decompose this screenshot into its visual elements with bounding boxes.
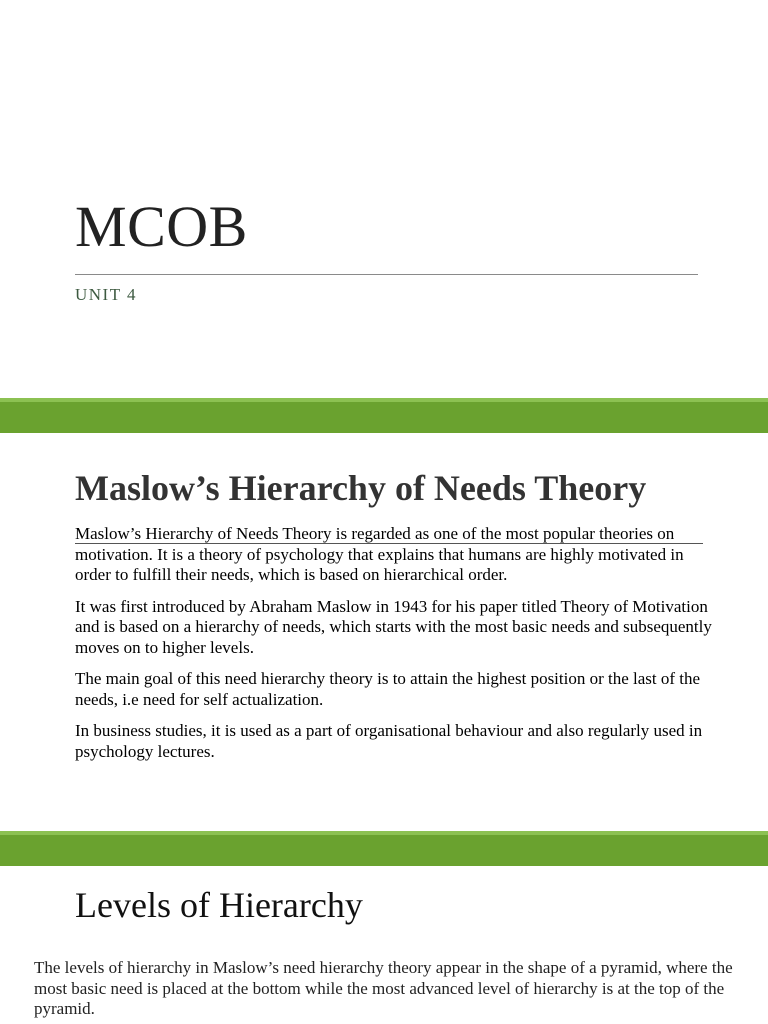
title-divider: [75, 274, 698, 275]
slide-separator-1: [0, 398, 768, 433]
slide-body: [34, 958, 734, 1020]
presentation-subtitle: UNIT 4: [75, 285, 138, 304]
slide-body: [75, 524, 715, 773]
body-paragraph: In business studies, it is used as a part of organisational behaviour and also regularly used in psychology lectures.: [75, 721, 703, 761]
body-paragraph: It was first introduced by Abraham Maslow in 1943 for his paper titled Theory of Motivation and is based on a hierarchy of needs, which starts with the most basic needs and subsequently moves on to higher levels.: [75, 596, 712, 657]
slide-title: Levels of Hierarchy: [75, 885, 363, 925]
text-underline: [75, 543, 703, 544]
levels-slide: [0, 866, 768, 1024]
body-paragraph: Maslow’s Hierarchy of Needs Theory is regarded as one of the most popular theories on motivation. It is a theory of psychology that explains that humans are highly motivated in order to fulfill their needs, which is based on hierarchical order.: [75, 524, 684, 584]
slide-title: Maslow’s Hierarchy of Needs Theory: [75, 468, 647, 508]
maslow-theory-slide: [0, 433, 768, 831]
body-paragraph: The main goal of this need hierarchy theory is to attain the highest position or the last of the needs, i.e need for self actualization.: [75, 669, 701, 709]
slide-separator-2: [0, 831, 768, 866]
title-slide: [0, 0, 768, 398]
presentation-title: MCOB: [75, 194, 248, 259]
body-paragraph: The levels of hierarchy in Maslow’s need hierarchy theory appear in the shape of a pyramid, where the most basic need is placed at the bottom while the most advanced level of hierarchy is at the top of the pyramid.: [34, 958, 733, 1018]
